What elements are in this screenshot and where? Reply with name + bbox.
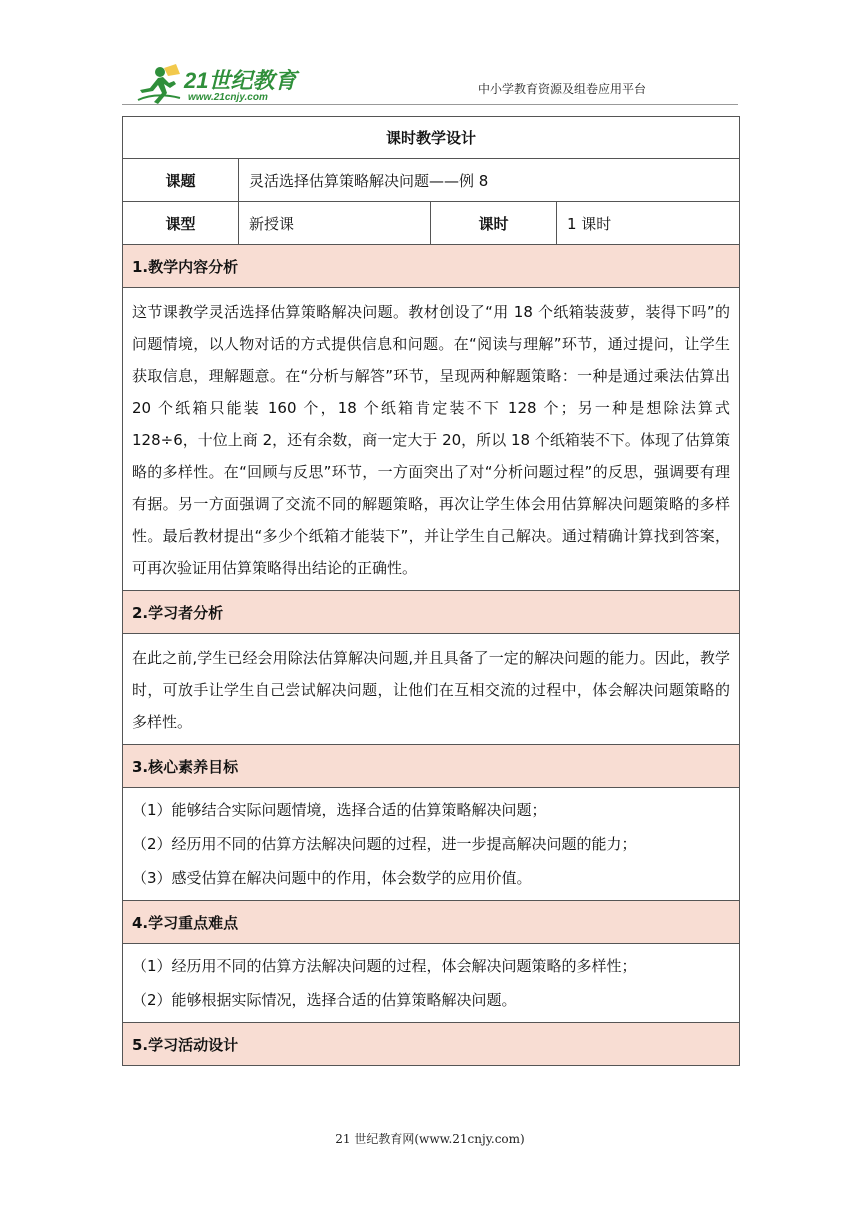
section-heading: 4.学习重点难点 (123, 901, 740, 944)
list-item: （1）能够结合实际问题情境，选择合适的估算策略解决问题； (132, 801, 547, 819)
topic-value: 灵活选择估算策略解决问题——例 8 (239, 159, 740, 202)
lesson-design-table (122, 116, 740, 1066)
list-item: （1）经历用不同的估算方法解决问题的过程，体会解决问题策略的多样性； (132, 957, 637, 975)
section-heading-row (123, 245, 740, 288)
section-heading-row (123, 901, 740, 944)
header-divider (122, 104, 738, 105)
section-heading: 2.学习者分析 (123, 591, 740, 634)
page-footer: 21 世纪教育网(www.21cnjy.com) (335, 1132, 525, 1146)
type-label: 课型 (123, 202, 239, 245)
logo-text: 21世纪教育 (184, 68, 297, 93)
runner-logo-icon (136, 62, 186, 106)
list-item: （2）经历用不同的估算方法解决问题的过程，进一步提高解决问题的能力； (132, 835, 637, 853)
list-item: （3）感受估算在解决问题中的作用，体会数学的应用价值。 (132, 869, 532, 887)
list-item: （2）能够根据实际情况，选择合适的估算策略解决问题。 (132, 991, 517, 1009)
section-heading: 3.核心素养目标 (123, 745, 740, 788)
site-logo[interactable] (136, 62, 306, 106)
section-heading-row (123, 745, 740, 788)
logo-url: www.21cnjy.com (188, 92, 268, 103)
section-heading: 1.教学内容分析 (123, 245, 740, 288)
type-value: 新授课 (239, 202, 431, 245)
table-title-row (123, 117, 740, 159)
section-list (123, 944, 740, 1023)
section-body-row (123, 288, 740, 591)
section-heading-row (123, 1023, 740, 1066)
section-heading-row (123, 591, 740, 634)
section-paragraph: 这节课教学灵活选择估算策略解决问题。教材创设了“用 18 个纸箱装菠萝，装得下吗”的问题情境，以人物对话的方式提供信息和问题。在“阅读与理解”环节，通过提问，让学生获取信息，理解题意。在“分析与解答”环节，呈现两种解题策略：一种是通过乘法估算出 20 个纸箱只能装 160 个，18 个纸箱肯定装不下 128 个；另一种是想除法算式 128÷6，十位上商 2，还有余数，商一定大于 20，所以 18 个纸箱装不下。体现了估算策略的多样性。在“回顾与反思”环节，一方面突出了对“分析问题过程”的反思，强调要有理有据。另一方面强调了交流不同的解题策略，再次让学生体会用估算解决问题策略的多样性。最后教材提出“多少个纸箱才能装下”，并让学生自己解决。通过精确计算找到答案，可再次验证用估算策略得出结论的正确性。 (123, 288, 740, 591)
section-heading: 5.学习活动设计 (123, 1023, 740, 1066)
section-body-row (123, 634, 740, 745)
topic-label: 课题 (123, 159, 239, 202)
period-label: 课时 (431, 202, 557, 245)
period-value: 1 课时 (557, 202, 740, 245)
section-paragraph: 在此之前,学生已经会用除法估算解决问题,并且具备了一定的解决问题的能力。因此，教学时，可放手让学生自己尝试解决问题，让他们在互相交流的过程中，体会解决问题策略的多样性。 (123, 634, 740, 745)
topic-row (123, 159, 740, 202)
section-body-row (123, 788, 740, 901)
page-header (122, 58, 738, 108)
section-list (123, 788, 740, 901)
table-title: 课时教学设计 (123, 117, 740, 159)
platform-tagline: 中小学教育资源及组卷应用平台 (477, 82, 646, 96)
section-body-row (123, 944, 740, 1023)
type-row (123, 202, 740, 245)
